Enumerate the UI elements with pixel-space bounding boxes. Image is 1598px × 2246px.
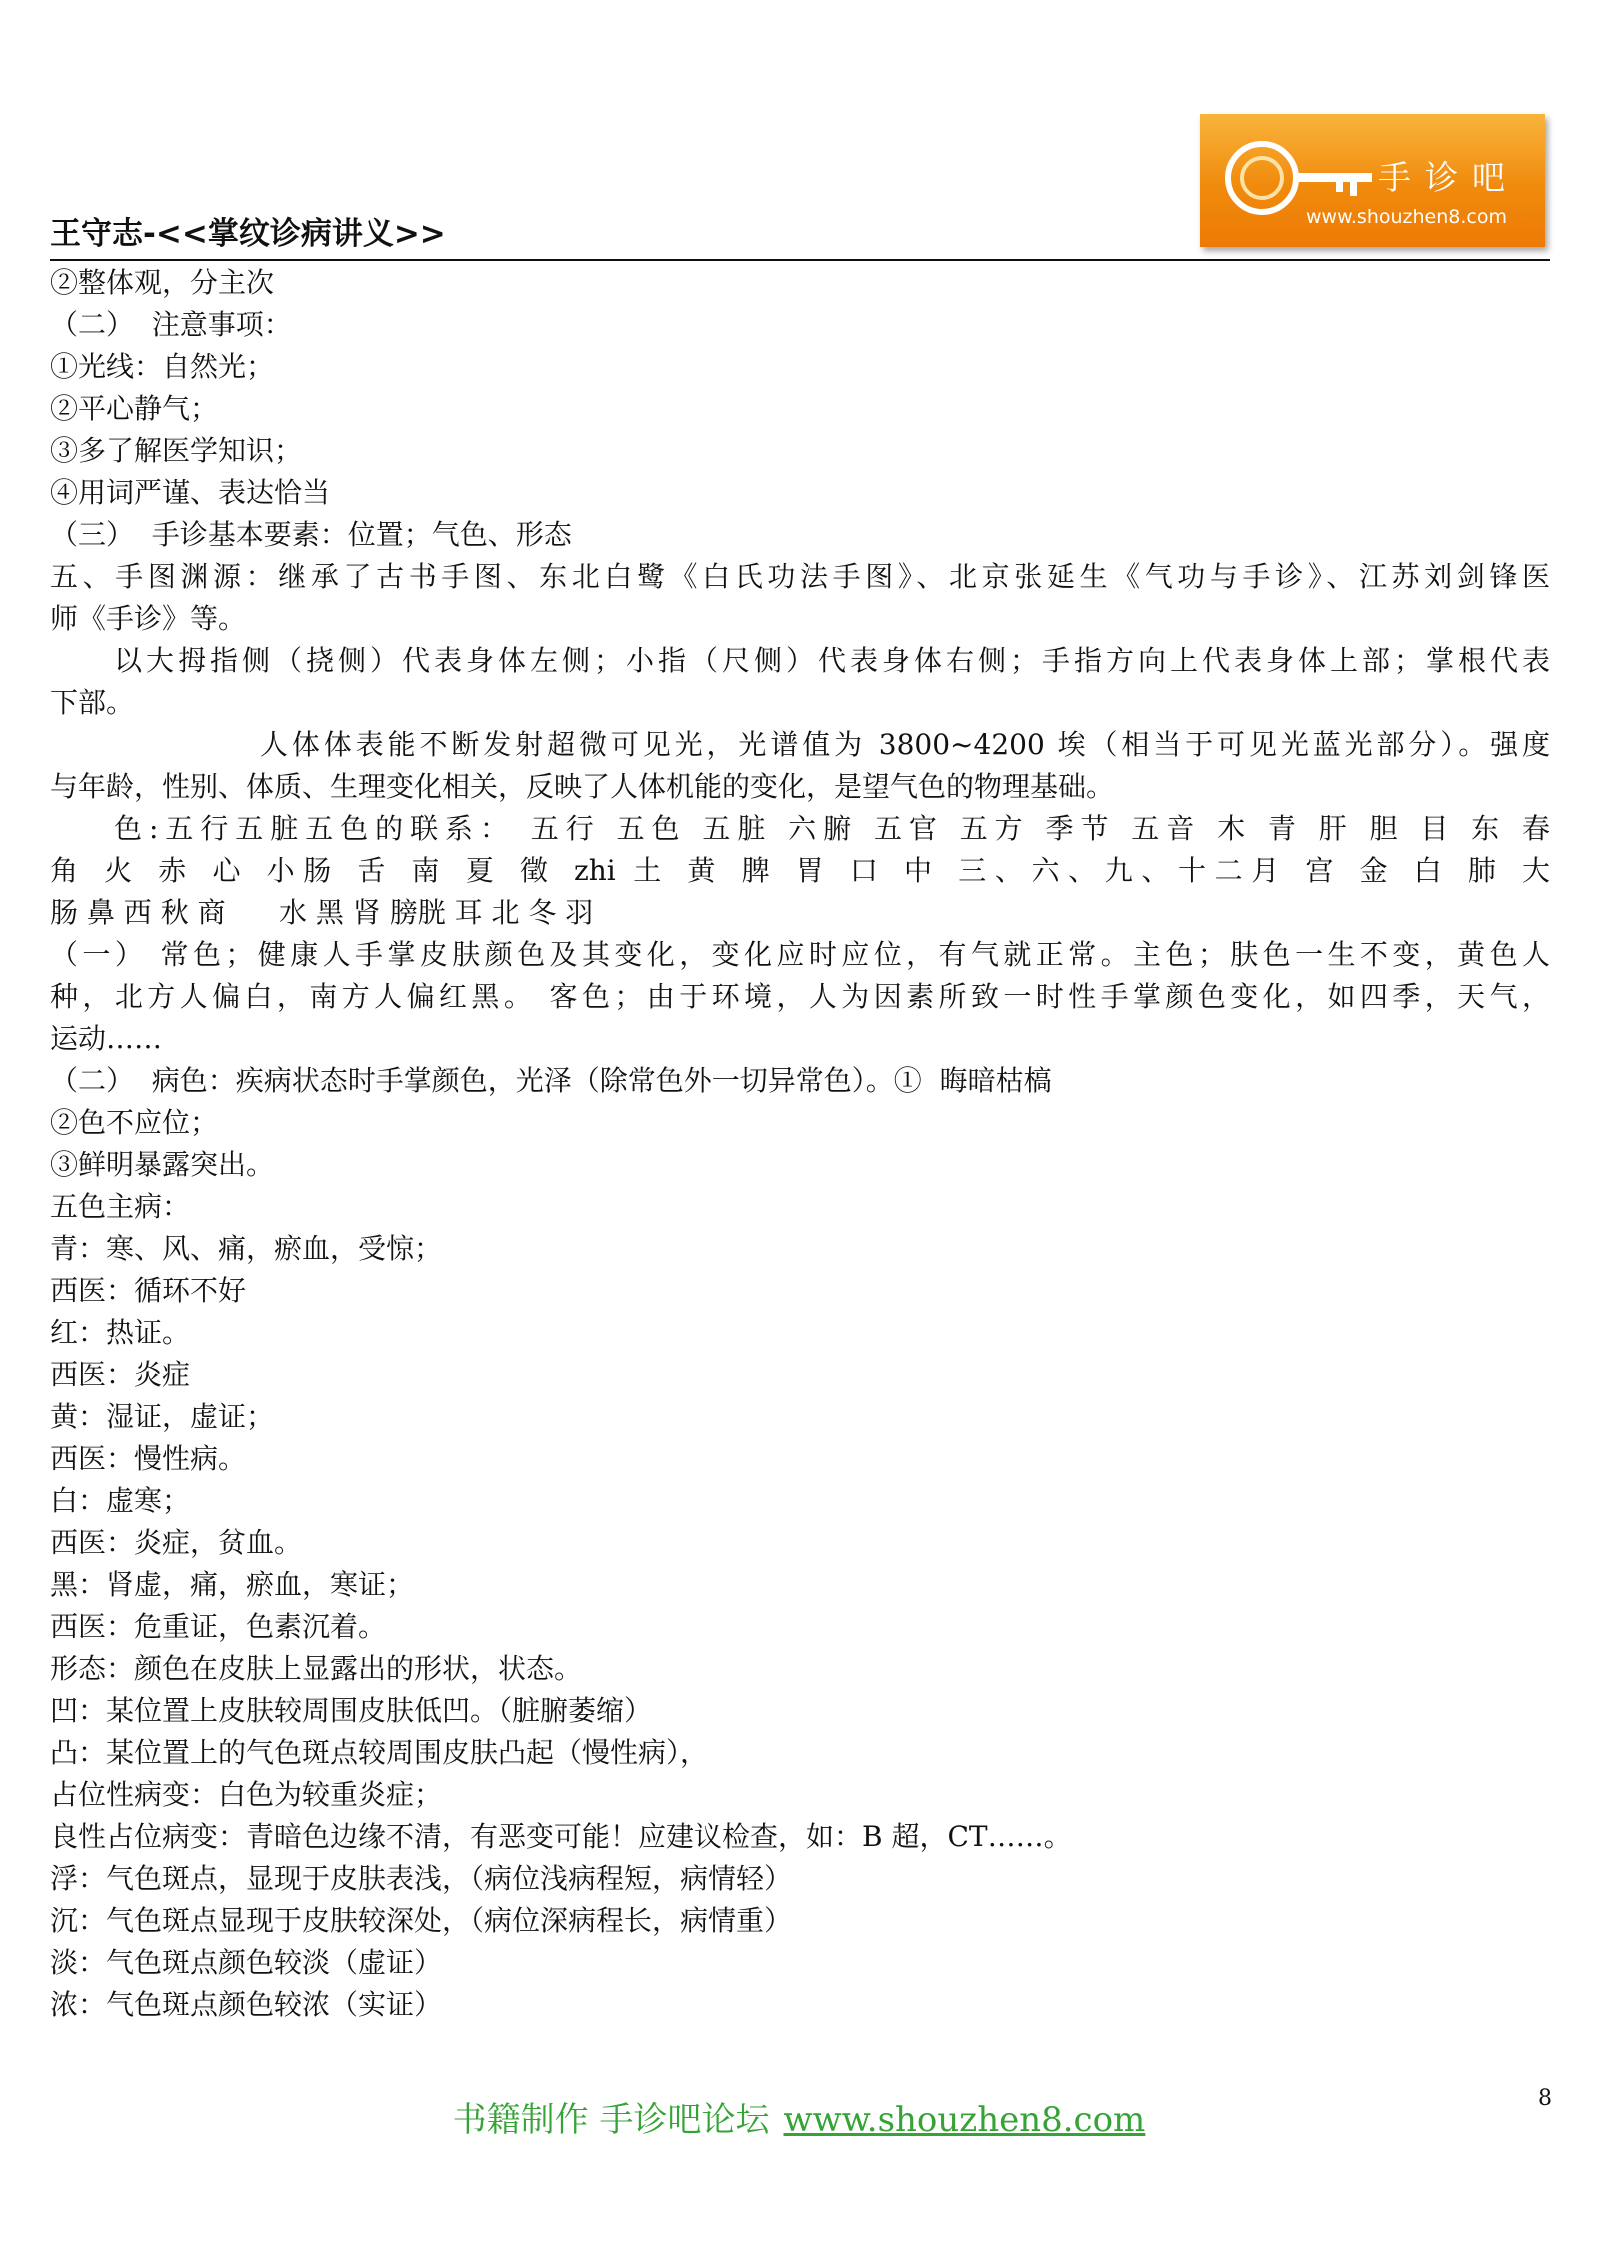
text-line: 良性占位病变：青暗色边缘不清，有恶变可能！应建议检查，如：B 超，CT……。 <box>50 1820 1072 1853</box>
text-line: 下部。 <box>50 686 135 719</box>
text-line: 师《手诊》等。 <box>50 602 247 635</box>
text-line: 白：虚寒； <box>50 1484 191 1517</box>
logo-url: www.shouzhen8.com <box>1306 206 1507 228</box>
text-line: ③鲜明暴露突出。 <box>50 1148 275 1181</box>
text-line: 浓：气色斑点颜色较浓（实证） <box>50 1988 443 2021</box>
text-line: ②整体观，分主次 <box>50 266 275 299</box>
text-line: ③多了解医学知识； <box>50 434 303 467</box>
page-number: 8 <box>1538 2086 1552 2111</box>
footer-credit <box>0 2092 1598 2141</box>
text-line: 西医：炎症，贫血。 <box>50 1526 303 1559</box>
site-logo[interactable] <box>1200 114 1545 247</box>
document-body <box>50 262 1550 2026</box>
text-line: 五、手图渊源：继承了古书手图、东北白鹭《白氏功法手图》、北京张延生《气功与手诊》、江苏刘剑锋医 <box>50 560 1550 593</box>
section-heading: （一） 常色；健康人手掌皮肤颜色及其变化，变化应时应位，有气就正常。主色；肤色一生不变，黄色人 <box>50 938 1550 971</box>
footer-credit-text: 书籍制作 手诊吧论坛 <box>452 2100 770 2140</box>
text-line: 红：热证。 <box>50 1316 191 1349</box>
text-line: 淡：气色斑点颜色较淡（虚证） <box>50 1946 443 1979</box>
text-line: ②平心静气； <box>50 392 219 425</box>
text-line: 运动…… <box>50 1022 163 1055</box>
header-divider <box>50 259 1550 261</box>
text-line: 青：寒、风、痛，瘀血，受惊； <box>50 1232 443 1265</box>
text-line: 沉：气色斑点显现于皮肤较深处，（病位深病程长，病情重） <box>50 1904 793 1937</box>
section-heading: （二） 注意事项： <box>50 308 292 341</box>
document-title: 王守志-<<掌纹诊病讲义>> <box>50 216 446 252</box>
section-heading: （二） 病色：疾病状态时手掌颜色，光泽（除常色外一切异常色）。① 晦暗枯槁 <box>50 1064 1052 1097</box>
text-line: ①光线：自然光； <box>50 350 275 383</box>
logo-title: 手诊吧 <box>1378 158 1519 197</box>
text-line: 种，北方人偏白，南方人偏红黑。 客色；由于环境，人为因素所致一时性手掌颜色变化，如四季，天气， <box>50 980 1550 1013</box>
text-line: 凹：某位置上皮肤较周围皮肤低凹。（脏腑萎缩） <box>50 1694 653 1727</box>
text-line: 角 火 赤 心 小肠 舌 南 夏 徵 zhi 土 黄 脾 胃 口 中 三、六、九、十二月 宫 金 白 肺 大 <box>50 854 1550 887</box>
text-line: ②色不应位； <box>50 1106 219 1139</box>
text-line: 人体体表能不断发射超微可见光，光谱值为 3800~4200 埃（相当于可见光蓝光部分）。强度 <box>260 728 1550 761</box>
text-line: 五色主病： <box>50 1190 191 1223</box>
text-line: 浮：气色斑点，显现于皮肤表浅，（病位浅病程短，病情轻） <box>50 1862 793 1895</box>
section-heading: （三） 手诊基本要素：位置；气色、形态 <box>50 518 572 551</box>
footer-url-link[interactable]: www.shouzhen8.com <box>783 2100 1146 2140</box>
text-line: 黄：湿证，虚证； <box>50 1400 275 1433</box>
text-line: 西医：炎症 <box>50 1358 191 1391</box>
text-line: 西医：慢性病。 <box>50 1442 247 1475</box>
text-line: 西医：循环不好 <box>50 1274 247 1307</box>
text-line: 肠 鼻 西 秋 商 水 黑 肾 膀胱 耳 北 冬 羽 <box>50 896 594 929</box>
text-line: 色:五行五脏五色的联系： 五行 五色 五脏 六腑 五官 五方 季节 五音 木 青 肝 胆 目 东 春 <box>114 812 1550 845</box>
text-line: 形态：颜色在皮肤上显露出的形状，状态。 <box>50 1652 583 1685</box>
text-line: 占位性病变：白色为较重炎症； <box>50 1778 443 1811</box>
text-line: 以大拇指侧（挠侧）代表身体左侧；小指（尺侧）代表身体右侧；手指方向上代表身体上部；掌根代表 <box>114 644 1550 677</box>
text-line: 西医：危重证，色素沉着。 <box>50 1610 387 1643</box>
text-line: ④用词严谨、表达恰当 <box>50 476 331 509</box>
text-line: 凸：某位置上的气色斑点较周围皮肤凸起（慢性病）， <box>50 1736 709 1769</box>
text-line: 黑：肾虚，痛，瘀血，寒证； <box>50 1568 415 1601</box>
text-line: 与年龄，性别、体质、生理变化相关，反映了人体机能的变化，是望气色的物理基础。 <box>50 770 1115 803</box>
